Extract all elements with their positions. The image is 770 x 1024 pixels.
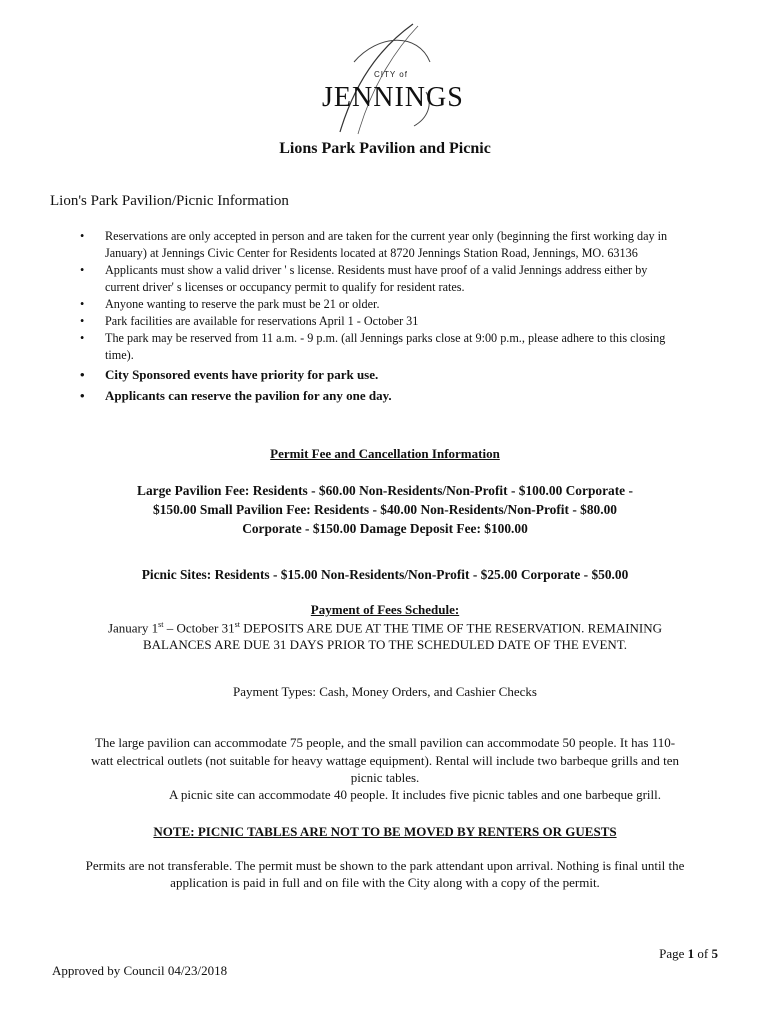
permits-text: Permits are not transferable. The permit must be shown to the park attendant upon arrival. Nothing is final until the application is paid in full and on file with the City along with a copy of the permit. [85, 858, 685, 890]
page-number [659, 946, 718, 962]
payment-schedule-text [85, 616, 685, 653]
page-of: of [694, 946, 712, 961]
approval-footer: Approved by Council 04/23/2018 [52, 963, 228, 978]
payment-sup-1: st [158, 620, 164, 629]
list-item: • Park facilities are available for reservations April 1 - October 31 [76, 313, 676, 330]
city-logo [318, 22, 464, 140]
payment-schedule-rest: DEPOSITS ARE DUE AT THE TIME OF THE RESERVATION. REMAINING BALANCES ARE DUE 31 DAYS PRIOR TO THE SCHEDULED DATE OF THE EVENT. [142, 620, 663, 653]
payment-sup-2: st [234, 620, 240, 629]
payment-heading: Payment of Fees Schedule: [310, 602, 460, 617]
page-prefix: Page [659, 946, 688, 961]
page-title: Lions Park Pavilion and Picnic [279, 140, 491, 157]
pavilion-fees: Large Pavilion Fee: Residents - $60.00 Non-Residents/Non-Profit - $100.00 Corporate - $150.00 Small Pavilion Fee: Residents - $40.00 Non-Residents/Non-Profit - $80.00 Corporate - $150.00 Damage Deposit Fee: $100.00 [137, 483, 633, 536]
pavilion-capacity: The large pavilion can accommodate 75 people, and the small pavilion can accommodate 50 people. It has 110-watt electrical outlets (not suitable for heavy wattage equipment). Rental will include two barbeque grills and ten picnic tables. [90, 735, 680, 785]
page-current: 1 [687, 946, 695, 961]
section-subtitle: Lion's Park Pavilion/Picnic Information [50, 193, 289, 209]
payment-date-end: – October 31 [163, 620, 235, 636]
picnic-capacity: A picnic site can accommodate 40 people. It includes five picnic tables and one barbeque grill. [168, 787, 662, 802]
logo-swoosh-icon [318, 22, 448, 140]
list-item: • Applicants can reserve the pavilion for any one day. [76, 385, 676, 406]
payment-types: Payment Types: Cash, Money Orders, and Cashier Checks [233, 684, 537, 699]
list-item: • Applicants must show a valid driver ' s license. Residents must have proof of a valid Jennings address either by current driver' s licenses or occupancy permit to qualify for resident rates. [76, 262, 676, 296]
fee-heading: Permit Fee and Cancellation Information [270, 446, 500, 461]
list-item: • The park may be reserved from 11 a.m. - 9 p.m. (all Jennings parks close at 9:00 p.m., please adhere to this closing time). [76, 330, 676, 364]
logo-name-text: JENNINGS [322, 82, 464, 113]
list-item: • Anyone wanting to reserve the park must be 21 or older. [76, 296, 676, 313]
picnic-table-note: NOTE: PICNIC TABLES ARE NOT TO BE MOVED BY RENTERS OR GUESTS [153, 824, 617, 839]
list-item: • City Sponsored events have priority for park use. [76, 364, 676, 385]
payment-date-start: January 1 [107, 620, 159, 636]
rules-list [76, 228, 676, 406]
list-item: • Reservations are only accepted in person and are taken for the current year only (beginning the first working day in January) at Jennings Civic Center for Residents located at 8720 Jennings Station Road, Jennings, MO. 63136 [76, 228, 676, 262]
picnic-fees: Picnic Sites: Residents - $15.00 Non-Residents/Non-Profit - $25.00 Corporate - $50.00 [141, 567, 629, 582]
page-total: 5 [711, 946, 718, 961]
logo-city-text: CITY of [374, 70, 408, 79]
